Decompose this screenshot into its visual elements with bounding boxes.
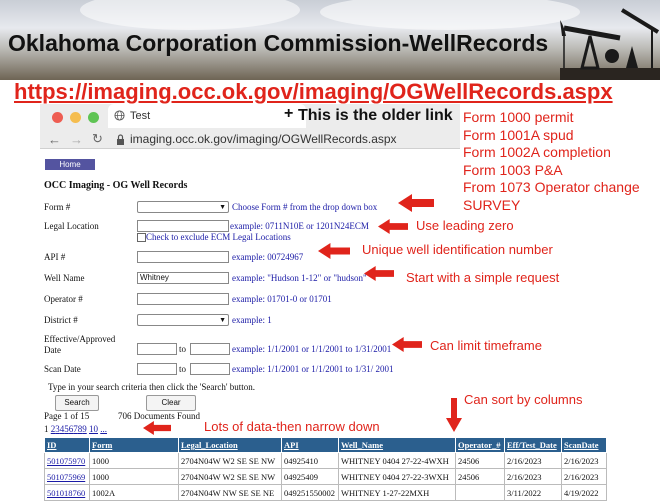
back-arrow-icon[interactable]: ← bbox=[48, 132, 61, 147]
cell-operator: 24506 bbox=[456, 469, 505, 485]
api-hint: example: 00724967 bbox=[232, 252, 304, 262]
cell-eff-date: 3/11/2022 bbox=[505, 485, 562, 501]
form-label: Form # bbox=[44, 202, 71, 212]
arrow-left-icon bbox=[364, 266, 394, 281]
cloud-decoration bbox=[320, 0, 580, 30]
api-label: API # bbox=[44, 252, 66, 262]
district-label: District # bbox=[44, 315, 78, 325]
note-line: Form 1001A spud bbox=[463, 126, 574, 143]
effective-date-to-input[interactable] bbox=[190, 343, 230, 355]
cell-api: 04925409 bbox=[282, 469, 339, 485]
pager-link[interactable]: 5 bbox=[64, 424, 69, 434]
annotation-unique-id: Unique well identification number bbox=[362, 242, 553, 257]
cell-well-name: WHITNEY 0404 27-22-4WXH bbox=[339, 453, 456, 469]
oil-pump-icon bbox=[560, 6, 660, 80]
scan-date-to-input[interactable] bbox=[190, 363, 230, 375]
annotation-narrow-down: Lots of data-then narrow down bbox=[204, 419, 380, 434]
arrow-left-icon bbox=[143, 421, 171, 435]
cell-form: 1000 bbox=[90, 453, 179, 469]
home-button[interactable]: Home bbox=[45, 159, 95, 170]
cell-form: 1000 bbox=[90, 469, 179, 485]
cell-api: 04925410 bbox=[282, 453, 339, 469]
column-header-operator[interactable]: Operator_# bbox=[456, 438, 505, 453]
address-bar[interactable]: imaging.occ.ok.gov/imaging/OGWellRecords.aspx bbox=[130, 132, 397, 146]
well-name-hint: example: "Hudson 1-12" or "hudson" bbox=[232, 273, 367, 283]
column-header-api[interactable]: API bbox=[282, 438, 339, 453]
url-heading[interactable]: https://imaging.occ.ok.gov/imaging/OGWellRecords.aspx bbox=[14, 79, 613, 104]
effective-date-label-2: Date bbox=[44, 345, 61, 355]
results-table bbox=[44, 437, 607, 501]
note-line: Form 1003 P&A bbox=[463, 161, 563, 178]
legal-location-hint: example: 0711N10E or 1201N24ECM bbox=[230, 221, 369, 231]
note-line: SURVEY bbox=[463, 196, 521, 213]
page-count: Page 1 of 15 bbox=[44, 411, 90, 421]
pager-link[interactable]: 7 bbox=[73, 424, 78, 434]
legal-location-input[interactable] bbox=[137, 220, 229, 232]
instructions-text: Type in your search criteria then click the 'Search' button. bbox=[48, 382, 256, 392]
note-line: Form 1002A completion bbox=[463, 144, 611, 160]
form-select[interactable] bbox=[137, 201, 229, 213]
exclude-ecm-checkbox[interactable] bbox=[137, 233, 146, 242]
column-header-legal-location[interactable]: Legal_Location bbox=[179, 438, 282, 453]
pager-link[interactable]: 6 bbox=[68, 424, 74, 434]
note-line: Form 1000 permit bbox=[463, 109, 574, 125]
note-line: From 1073 Operator change bbox=[463, 179, 640, 195]
cell-id-link[interactable]: 501018760 bbox=[45, 485, 90, 501]
effective-date-label: Effective/Approved bbox=[44, 334, 116, 344]
cell-id-link[interactable]: 501075970 bbox=[45, 453, 90, 469]
district-select[interactable] bbox=[137, 314, 229, 326]
pager-link[interactable]: 9 bbox=[82, 424, 87, 434]
tab-test[interactable] bbox=[108, 104, 306, 128]
well-name-input[interactable]: Whitney bbox=[137, 272, 229, 284]
pager-link[interactable]: 2 bbox=[50, 424, 56, 434]
legal-location-label: Legal Location bbox=[44, 221, 99, 231]
column-header-form[interactable]: Form bbox=[90, 438, 179, 453]
cell-well-name: WHITNEY 1-27-22MXH bbox=[339, 485, 456, 501]
older-link-note: This is the older link bbox=[298, 107, 453, 124]
lock-icon bbox=[116, 134, 125, 145]
well-name-label: Well Name bbox=[44, 273, 85, 283]
annotation-simple-request: Start with a simple request bbox=[406, 270, 560, 285]
cell-eff-date: 2/16/2023 bbox=[505, 453, 562, 469]
new-tab-button[interactable]: + bbox=[284, 105, 294, 122]
arrow-left-icon bbox=[398, 194, 434, 212]
pager-link[interactable]: 10 bbox=[89, 424, 98, 434]
table-row bbox=[45, 469, 607, 485]
pager-link[interactable]: 4 bbox=[59, 424, 65, 434]
pager-link[interactable]: 3 bbox=[55, 424, 60, 434]
clear-button[interactable]: Clear bbox=[146, 395, 196, 411]
column-header-scan-date[interactable]: ScanDate bbox=[562, 438, 607, 453]
close-window-icon[interactable] bbox=[52, 112, 63, 123]
arrow-down-icon bbox=[446, 398, 462, 432]
forward-arrow-icon[interactable]: → bbox=[70, 132, 83, 147]
pager-link[interactable]: 8 bbox=[77, 424, 83, 434]
banner-title: Oklahoma Corporation Commission-WellRecords bbox=[8, 30, 549, 56]
form-types-notes bbox=[463, 109, 640, 214]
cell-legal-location: 2704N04W NW SE SE NE bbox=[179, 485, 282, 501]
table-row bbox=[45, 485, 607, 501]
annotation-sort: Can sort by columns bbox=[464, 392, 583, 407]
globe-icon bbox=[114, 110, 125, 121]
cell-api: 049251550002 bbox=[282, 485, 339, 501]
arrow-left-icon bbox=[318, 243, 350, 259]
annotation-leading-zero: Use leading zero bbox=[416, 218, 514, 233]
api-input[interactable] bbox=[137, 251, 229, 263]
cell-scan-date: 4/19/2022 bbox=[562, 485, 607, 501]
exclude-ecm-label: Check to exclude ECM Legal Locations bbox=[146, 232, 291, 242]
minimize-window-icon[interactable] bbox=[70, 112, 81, 123]
column-header-well-name[interactable]: Well_Name bbox=[339, 438, 456, 453]
cloud-decoration bbox=[80, 0, 300, 30]
reload-icon[interactable]: ↻ bbox=[92, 131, 103, 146]
cell-legal-location: 2704N04W W2 SE SE NW bbox=[179, 453, 282, 469]
table-header-row bbox=[45, 438, 607, 453]
cell-scan-date: 2/16/2023 bbox=[562, 453, 607, 469]
cell-operator bbox=[456, 485, 505, 501]
cell-id-link[interactable]: 501075969 bbox=[45, 469, 90, 485]
scan-date-from-input[interactable] bbox=[137, 363, 177, 375]
cell-well-name: WHITNEY 0404 27-22-3WXH bbox=[339, 469, 456, 485]
annotation-timeframe: Can limit timeframe bbox=[430, 338, 542, 353]
to-label: to bbox=[179, 364, 187, 374]
form-hint: Choose Form # from the drop down box bbox=[232, 202, 378, 212]
header-banner bbox=[0, 0, 660, 80]
chevron-down-icon: ▼ bbox=[219, 203, 226, 211]
search-button[interactable]: Search bbox=[55, 395, 99, 411]
column-header-id[interactable]: ID bbox=[45, 438, 90, 453]
cell-eff-date: 2/16/2023 bbox=[505, 469, 562, 485]
effective-date-hint: example: 1/1/2001 or 1/1/2001 to 1/31/2001 bbox=[232, 344, 392, 354]
pager-link[interactable]: ... bbox=[100, 424, 107, 434]
document-count: 706 Documents Found bbox=[118, 411, 200, 421]
cell-operator: 24506 bbox=[456, 453, 505, 469]
page-title: OCC Imaging - OG Well Records bbox=[44, 180, 188, 191]
operator-label: Operator # bbox=[44, 294, 83, 304]
table-row bbox=[45, 453, 607, 469]
pager-current: 1 bbox=[44, 424, 49, 434]
column-header-eff-test-date[interactable]: Eff/Test_Date bbox=[505, 438, 562, 453]
arrow-left-icon bbox=[378, 219, 408, 234]
to-label: to bbox=[179, 344, 187, 354]
operator-hint: example: 01701-0 or 01701 bbox=[232, 294, 332, 304]
cell-scan-date: 2/16/2023 bbox=[562, 469, 607, 485]
tab-title: Test bbox=[130, 110, 151, 122]
operator-input[interactable] bbox=[137, 293, 229, 305]
effective-date-from-input[interactable] bbox=[137, 343, 177, 355]
scan-date-hint: example: 1/1/2001 or 1/1/2001 to 1/31/ 2001 bbox=[232, 364, 394, 374]
maximize-window-icon[interactable] bbox=[88, 112, 99, 123]
arrow-left-icon bbox=[392, 337, 422, 352]
scan-date-label: Scan Date bbox=[44, 364, 81, 374]
cell-legal-location: 2704N04W W2 SE SE NW bbox=[179, 469, 282, 485]
cell-form: 1002A bbox=[90, 485, 179, 501]
chevron-down-icon: ▼ bbox=[219, 316, 226, 324]
pager bbox=[44, 424, 107, 434]
district-hint: example: 1 bbox=[232, 315, 272, 325]
